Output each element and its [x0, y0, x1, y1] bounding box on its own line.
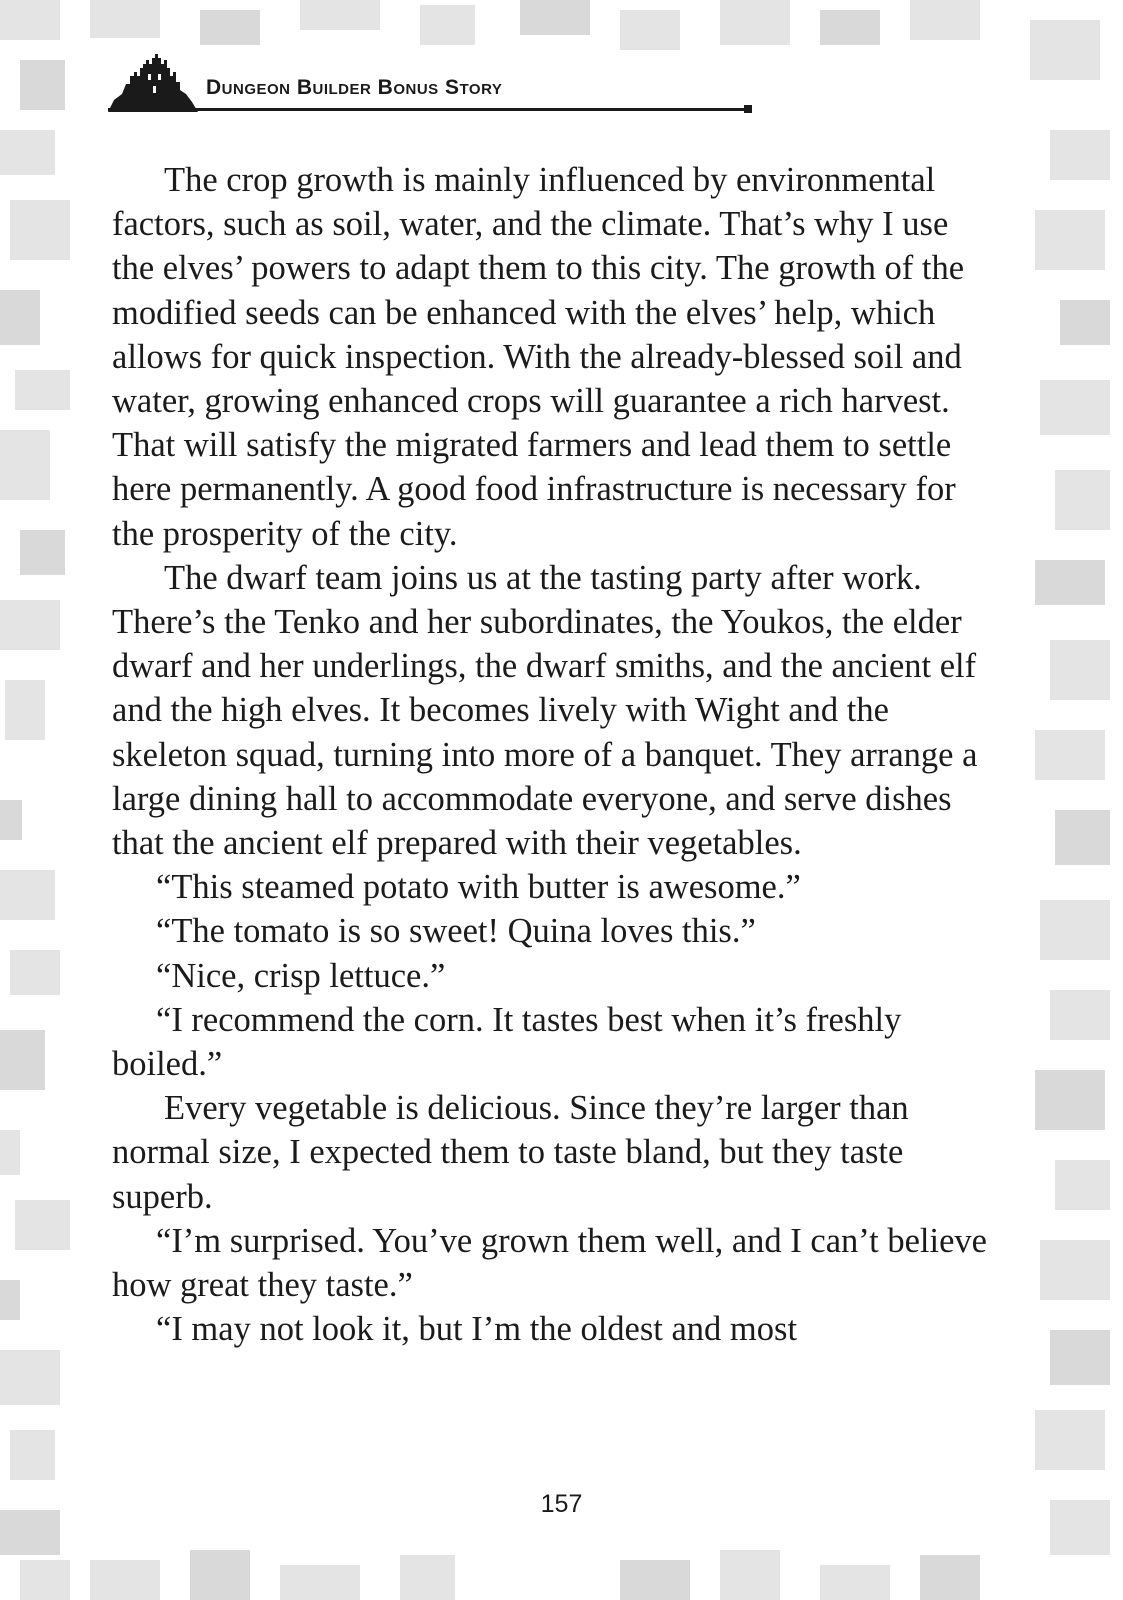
castle-icon — [108, 54, 198, 112]
header-rule — [108, 108, 748, 111]
paragraph: The dwarf team joins us at the tasting party after work. There’s the Tenko and her subordinates, the Youkos, the elder dwarf and her underlings, the dwarf smiths, and the ancient elf and the high elves. It becomes lively with Wight and the skeleton squad, turning into more of a banquet. They arrange a large dining hall to accommodate everyone, and serve dishes that the ancient elf prepared with their vegetables. — [112, 558, 978, 863]
body-text — [112, 158, 992, 1351]
paragraph: The crop growth is mainly influenced by environmental factors, such as soil, water, and the climate. That’s why I use the elves’ powers to adapt them to this city. The growth of the modified seeds can be enhanced with the elves’ help, which allows for quick inspection. With the already-blessed soil and water, growing enhanced crops will guarantee a rich harvest. That will satisfy the migrated farmers and lead them to settle here permanently. A good food infrastructure is necessary for the prosperity of the city. — [112, 161, 965, 553]
dialogue-line: “This steamed potato with butter is awesome.” — [156, 868, 801, 907]
dialogue-line: “I’m surprised. You’ve grown them well, and I can’t believe how great they taste.” — [112, 1221, 987, 1305]
dialogue-line: “I may not look it, but I’m the oldest and most — [156, 1310, 798, 1349]
running-header — [108, 48, 748, 118]
header-title: Dungeon Builder Bonus Story — [206, 76, 503, 99]
dialogue-line: “The tomato is so sweet! Quina loves this.” — [156, 912, 756, 951]
page-number: 157 — [540, 1490, 583, 1518]
dialogue-line: “Nice, crisp lettuce.” — [156, 956, 446, 995]
dialogue-line: “I recommend the corn. It tastes best when it’s freshly boiled.” — [112, 1000, 902, 1084]
paragraph: Every vegetable is delicious. Since they’re larger than normal size, I expected them to taste bland, but they taste superb. — [112, 1089, 909, 1216]
header-rule-end — [744, 105, 752, 113]
